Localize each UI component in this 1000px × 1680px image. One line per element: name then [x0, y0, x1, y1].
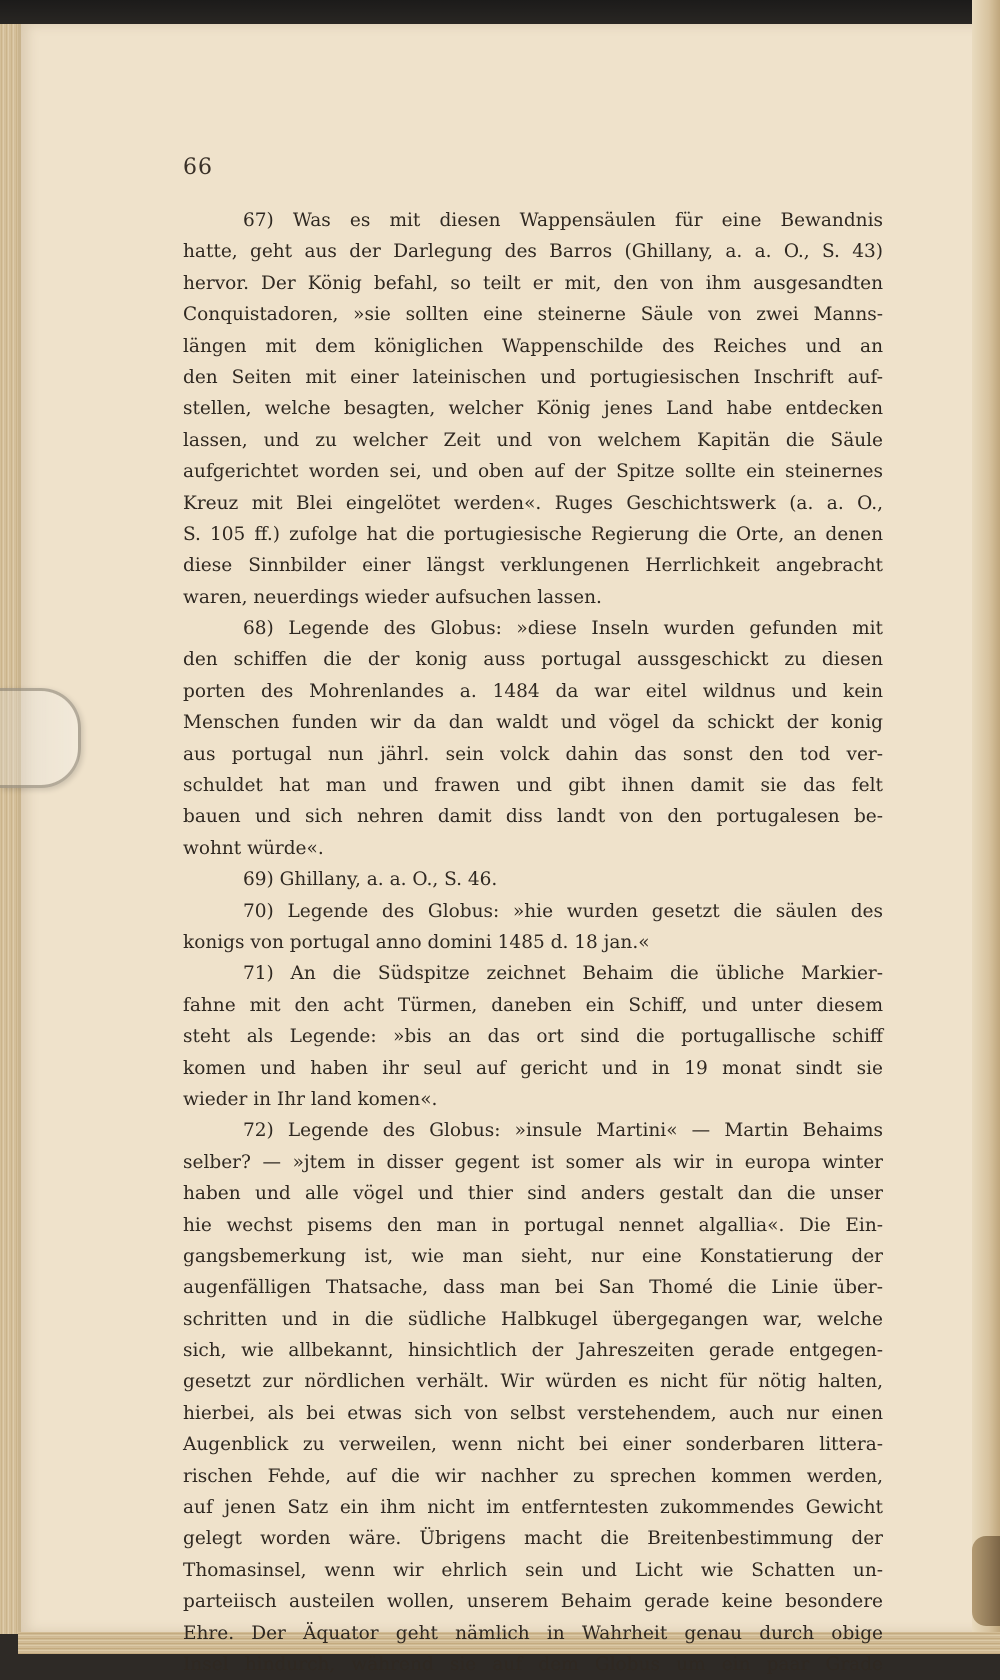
- text-line: sich, wie allbekannt, hinsichtlich der Jahreszeiten gerade entgegen-: [183, 1340, 883, 1362]
- facing-page-edge: [972, 0, 1000, 1654]
- text-line: waren, neuerdings wieder aufsuchen lassen.: [183, 586, 602, 608]
- text-line: Menschen funden wir da dan waldt und vögel da schickt der konig: [183, 712, 883, 734]
- text-line: Insel hindurch, während sie auf dem Globus um ein paar Grade: [183, 1653, 883, 1675]
- text-line: 69) Ghillany, a. a. O., S. 46.: [243, 869, 498, 891]
- text-line: auf jenen Satz ein ihm nicht im entferntesten zukommendes Gewicht: [183, 1497, 883, 1519]
- text-line: schuldet hat man und frawen und gibt ihnen damit sie das felt: [183, 775, 883, 797]
- text-line: stellen, welche besagten, welcher König jenes Land habe entdecken: [183, 398, 883, 420]
- text-line: S. 105 ff.) zufolge hat die portugiesische Regierung die Orte, an denen: [183, 523, 883, 545]
- left-page-stack: [0, 24, 18, 1634]
- text-line: 71) An die Südspitze zeichnet Behaim die übliche Markier-: [243, 963, 883, 985]
- text-line: hie wechst pisems den man in portugal nennet algallia«. Die Ein-: [183, 1214, 883, 1236]
- text-line: Augenblick zu verweilen, wenn nicht bei einer sonderbaren littera-: [183, 1434, 883, 1456]
- text-line: aufgerichtet worden sei, und oben auf der Spitze sollte ein steinernes: [183, 461, 883, 483]
- body-text: [183, 205, 883, 1680]
- text-line: 67) Was es mit diesen Wappensäulen für eine Bewandnis: [243, 210, 883, 231]
- page-clip: [0, 688, 81, 788]
- text-line: hervor. Der König befahl, so teilt er mit, den von ihm ausgesandten: [183, 272, 883, 294]
- text-line: den schiffen die der konig auss portugal aussgeschickt zu diesen: [183, 649, 883, 671]
- text-line: wieder in Ihr land komen«.: [183, 1088, 438, 1110]
- text-line: haben und alle vögel und thier sind anders gestalt dan die unser: [183, 1183, 883, 1205]
- text-line: lassen, und zu welcher Zeit und von welchem Kapitän die Säule: [183, 429, 883, 451]
- text-line: parteiisch austeilen wollen, unserem Behaim gerade keine besondere: [183, 1591, 883, 1613]
- text-line: hierbei, als bei etwas sich von selbst verstehendem, auch nur einen: [183, 1402, 883, 1424]
- text-line: Conquistadoren, »sie sollten eine steinerne Säule von zwei Manns-: [183, 304, 883, 326]
- text-line: Kreuz mit Blei eingelötet werden«. Ruges Geschichtswerk (a. a. O.,: [183, 492, 883, 514]
- text-line: komen und haben ihr seul auf gericht und in 19 monat sindt sie: [183, 1057, 883, 1079]
- text-line: gangsbemerkung ist, wie man sieht, nur eine Konstatierung der: [183, 1245, 883, 1267]
- text-line: 70) Legende des Globus: »hie wurden gesetzt die säulen des: [243, 900, 883, 922]
- text-line: aus portugal nun jährl. sein volck dahin das sonst den tod ver-: [183, 743, 883, 765]
- text-line: konigs von portugal anno domini 1485 d. 18 jan.«: [183, 931, 650, 953]
- text-line: den Seiten mit einer lateinischen und portugiesischen Inschrift auf-: [183, 366, 883, 388]
- text-line: augenfälligen Thatsache, dass man bei San Thomé die Linie über-: [183, 1277, 883, 1299]
- text-line: diese Sinnbilder einer längst verklungenen Herrlichkeit angebracht: [183, 555, 883, 577]
- text-line: schritten und in die südliche Halbkugel übergegangen war, welche: [183, 1308, 883, 1330]
- text-line: steht als Legende: »bis an das ort sind die portugallische schiff: [183, 1026, 883, 1048]
- text-line: Ehre. Der Äquator geht nämlich in Wahrheit genau durch obige: [183, 1622, 883, 1644]
- text-line: fahne mit den acht Türmen, daneben ein Schiff, und unter diesem: [183, 994, 883, 1016]
- text-line: rischen Fehde, auf die wir nachher zu sprechen kommen werden,: [183, 1465, 883, 1487]
- text-line: längen mit dem königlichen Wappenschilde des Reiches und an: [183, 335, 883, 357]
- text-line: selber? — »jtem in disser gegent ist somer als wir in europa winter: [183, 1151, 883, 1173]
- text-line: gesetzt zur nördlichen verhält. Wir würden es nicht für nötig halten,: [183, 1371, 883, 1393]
- text-line: hatte, geht aus der Darlegung des Barros (Ghillany, a. a. O., S. 43): [183, 241, 883, 263]
- text-line: 72) Legende des Globus: »insule Martini« — Martin Behaims: [243, 1120, 883, 1142]
- text-line: bauen und sich nehren damit diss landt von den portugalesen be-: [183, 806, 883, 828]
- text-line: Thomasinsel, wenn wir ehrlich sein und Licht wie Schatten un-: [183, 1559, 883, 1581]
- page-number: 66: [183, 155, 213, 180]
- text-line: 68) Legende des Globus: »diese Inseln wurden gefunden mit: [243, 618, 883, 640]
- corner-fold: [972, 1536, 1000, 1626]
- text-line: gelegt worden wäre. Übrigens macht die Breitenbestimmung der: [183, 1528, 883, 1550]
- text-line: wohnt würde«.: [183, 837, 324, 859]
- text-line: porten des Mohrenlandes a. 1484 da war eitel wildnus und kein: [183, 680, 883, 702]
